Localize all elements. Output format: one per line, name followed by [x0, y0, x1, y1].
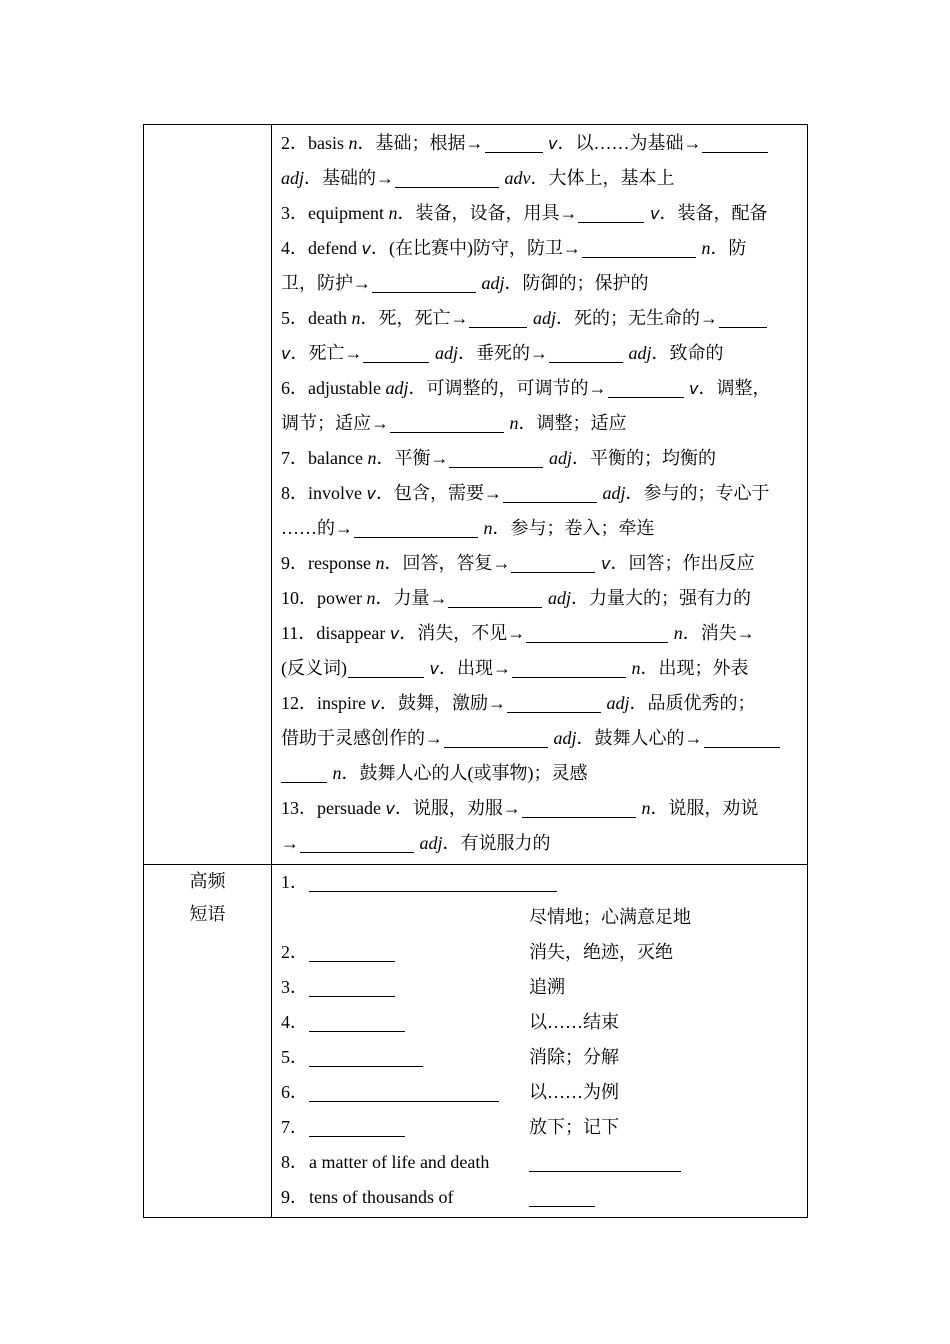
vocab-item-involve-cont: ……的→ n．参与；卷入；牵连 [281, 518, 655, 538]
phrase-item-6: 6． 以……为例 [281, 1082, 619, 1102]
vocab-item-adjustable: 6．adjustable adj．可调整的，可调节的→ v．调整， [281, 378, 771, 398]
answer-blank[interactable] [309, 871, 557, 892]
answer-blank[interactable] [702, 132, 768, 153]
vocab-item-basis: 2．basis n．基础；根据→ v．以……为基础→ [281, 126, 801, 161]
phrase-label-cell [144, 865, 272, 1218]
phrase-item-2: 2． 消失，绝迹，灭绝 [281, 942, 673, 962]
answer-blank[interactable] [578, 202, 644, 223]
vocab-item-inspire-cont2: n．鼓舞人心的人(或事物)；灵感 [281, 756, 801, 791]
vocab-item-persuade-cont: → adj．有说服力的 [281, 833, 551, 853]
answer-blank[interactable] [608, 377, 684, 398]
answer-blank[interactable] [511, 552, 595, 573]
answer-blank[interactable] [363, 342, 429, 363]
phrase-item-3: 3． 追溯 [281, 977, 565, 997]
phrase-row [144, 865, 808, 1218]
answer-blank[interactable] [549, 342, 623, 363]
vocab-item-inspire-cont: 借助于灵感创作的→ adj．鼓舞人心的→ [281, 721, 801, 756]
phrase-item-7: 7． 放下；记下 [281, 1117, 619, 1137]
vocab-item-death: 5．death n．死，死亡→ adj．死的；无生命的→ [281, 301, 801, 336]
answer-blank[interactable] [395, 167, 499, 188]
answer-blank[interactable] [309, 941, 395, 962]
phrase-item-1-meaning: 尽情地；心满意足地 [529, 907, 691, 927]
vocab-content-cell [272, 125, 808, 865]
answer-blank[interactable] [485, 132, 543, 153]
answer-blank[interactable] [444, 727, 548, 748]
phrase-content-cell [272, 865, 808, 1218]
vocab-item-defend: 4．defend v．(在比赛中)防守，防卫→ n．防 [281, 238, 747, 258]
answer-blank[interactable] [503, 482, 597, 503]
phrase-item-5: 5． 消除；分解 [281, 1047, 619, 1067]
answer-blank[interactable] [507, 692, 601, 713]
answer-blank[interactable] [526, 622, 668, 643]
phrase-item-8: 8． a matter of life and death [281, 1145, 801, 1180]
answer-blank[interactable] [281, 762, 327, 783]
answer-blank[interactable] [309, 1011, 405, 1032]
vocab-item-disappear-cont: (反义词) v．出现→ n．出现；外表 [281, 658, 749, 678]
section-label-line1: 高频 [189, 871, 226, 892]
vocab-item-defend-cont: 卫，防护→ adj．防御的；保护的 [281, 273, 649, 293]
answer-blank[interactable] [529, 1186, 595, 1207]
answer-blank[interactable] [582, 237, 696, 258]
vocab-row [144, 125, 808, 865]
answer-blank[interactable] [469, 307, 527, 328]
vocab-item-power: 10．power n．力量→ adj．力量大的；强有力的 [281, 588, 751, 608]
vocab-item-equipment: 3．equipment n．装备，设备，用具→ v．装备，配备 [281, 203, 768, 223]
phrase-item-4: 4． 以……结束 [281, 1012, 619, 1032]
answer-blank[interactable] [704, 727, 780, 748]
phrase-item-1: 1． [281, 865, 801, 900]
answer-blank[interactable] [300, 832, 414, 853]
section-label-line2: 短语 [189, 904, 226, 925]
answer-blank[interactable] [354, 517, 478, 538]
vocab-label-cell [144, 125, 272, 865]
worksheet-table [143, 124, 808, 1218]
answer-blank[interactable] [529, 1151, 681, 1172]
answer-blank[interactable] [512, 657, 626, 678]
answer-blank[interactable] [448, 587, 542, 608]
vocab-item-involve: 8．involve v．包含，需要→ adj．参与的；专心于 [281, 483, 770, 503]
vocab-item-basis-cont: adj．基础的→ adv．大体上，基本上 [281, 168, 675, 188]
vocab-item-disappear: 11．disappear v．消失，不见→ n．消失→ [281, 623, 755, 643]
vocab-item-response: 9．response n．回答，答复→ v．回答；作出反应 [281, 553, 755, 573]
vocab-item-death-cont: v．死亡→ adj．垂死的→ adj．致命的 [281, 343, 724, 363]
phrase-item-9: 9． tens of thousands of [281, 1180, 801, 1215]
answer-blank[interactable] [719, 307, 767, 328]
vocab-item-balance: 7．balance n．平衡→ adj．平衡的；均衡的 [281, 448, 716, 468]
answer-blank[interactable] [309, 976, 395, 997]
answer-blank[interactable] [348, 657, 424, 678]
answer-blank[interactable] [309, 1046, 423, 1067]
vocab-item-persuade: 13．persuade v．说服，劝服→ n．说服，劝说 [281, 798, 759, 818]
answer-blank[interactable] [309, 1081, 499, 1102]
vocab-item-adjustable-cont: 调节；适应→ n．调整；适应 [281, 413, 627, 433]
answer-blank[interactable] [372, 272, 476, 293]
answer-blank[interactable] [449, 447, 543, 468]
answer-blank[interactable] [309, 1116, 405, 1137]
vocab-item-inspire: 12．inspire v．鼓舞，激励→ adj．品质优秀的； [281, 693, 756, 713]
answer-blank[interactable] [390, 412, 504, 433]
answer-blank[interactable] [522, 797, 636, 818]
